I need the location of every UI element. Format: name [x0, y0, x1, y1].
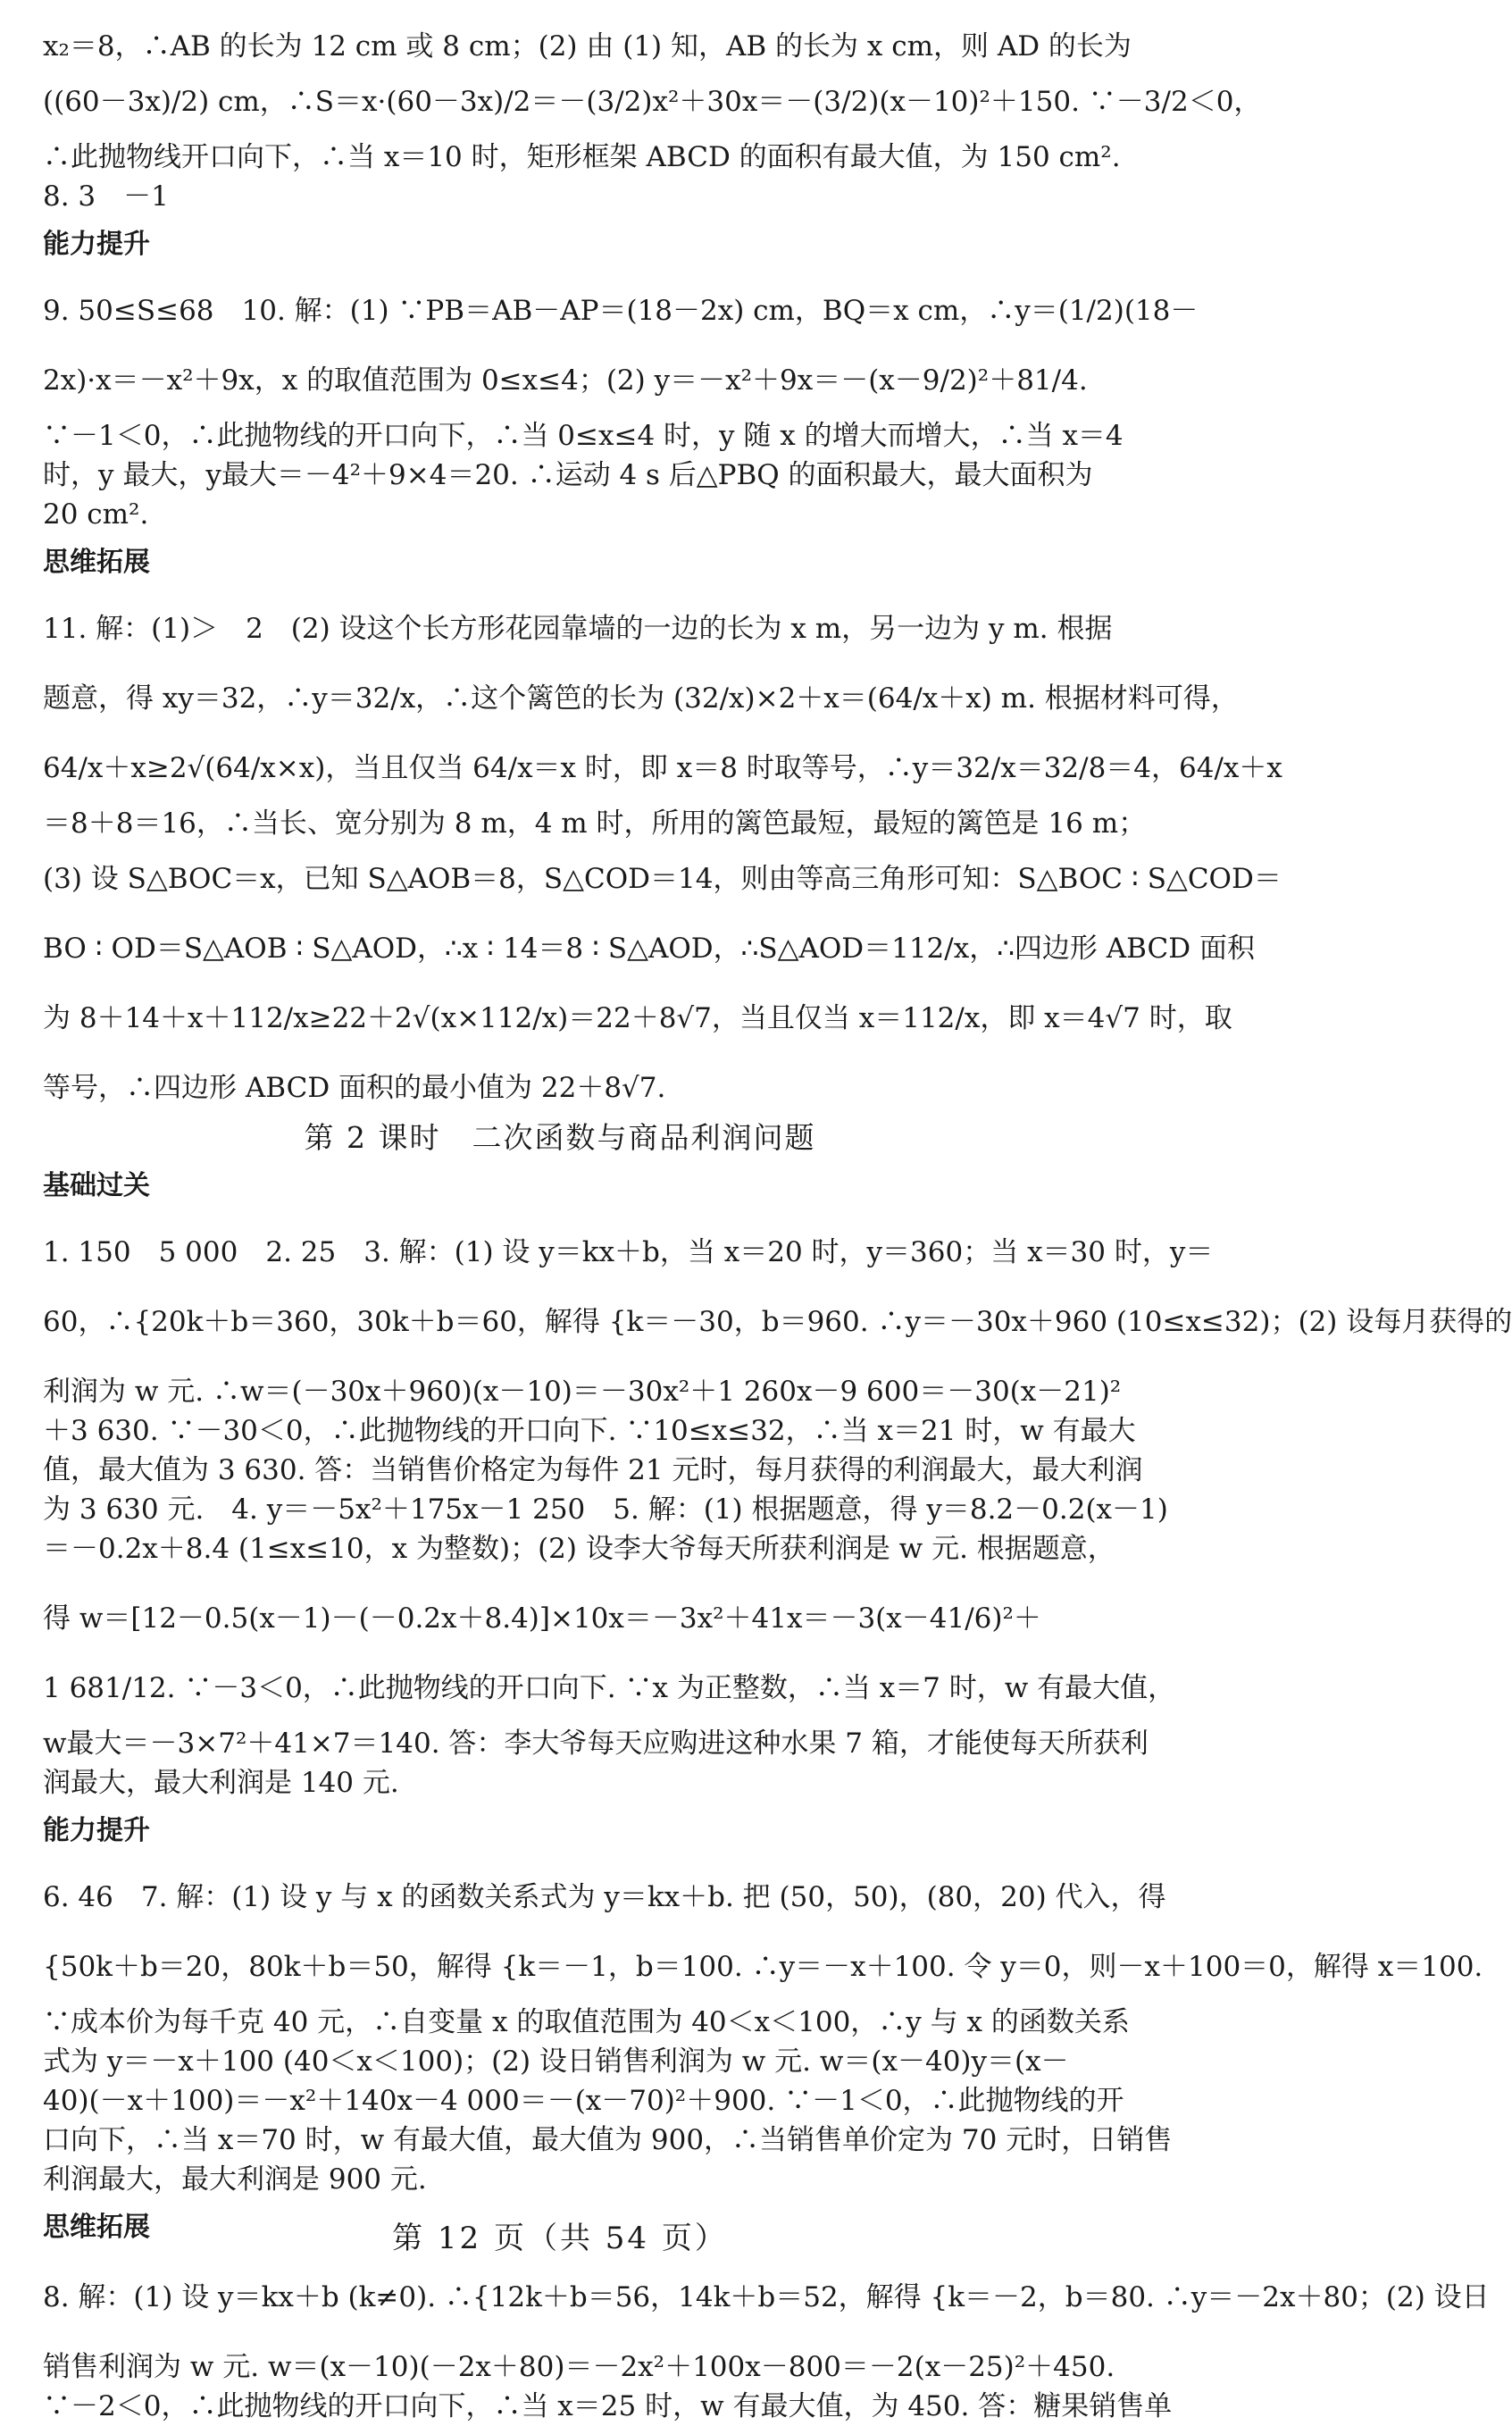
section-heading: 能力提升: [43, 229, 150, 260]
text-line: 9. 50≤S≤68 10. 解：(1) ∵PB＝AB－AP＝(18－2x) cm，BQ＝x cm，∴y＝(1/2)(18－: [43, 295, 1199, 327]
text-line: 40)(－x＋100)＝－x²＋140x－4 000＝－(x－70)²＋900. ∵－1＜0，∴此抛物线的开: [43, 2085, 1124, 2117]
section-heading: 能力提升: [43, 1815, 150, 1846]
answer-page: [43, 27, 1512, 2426]
text-line: ∴此抛物线开口向下，∴当 x＝10 时，矩形框架 ABCD 的面积有最大值，为 150 cm².: [43, 141, 1121, 173]
text-line: 为 8＋14＋x＋112/x≥22＋2√(x×112/x)＝22＋8√7，当且仅当 x＝112/x，即 x＝4√7 时，取: [43, 1002, 1232, 1034]
text-line: 60，∴{20k＋b＝360，30k＋b＝60，解得 {k＝－30，b＝960. ∴y＝－30x＋960 (10≤x≤32)；(2) 设每月获得的: [43, 1306, 1512, 1338]
text-line: 时，y 最大，y最大＝－4²＋9×4＝20. ∴运动 4 s 后△PBQ 的面积最大，最大面积为: [43, 459, 1093, 491]
text-line: 1. 150 5 000 2. 25 3. 解：(1) 设 y＝kx＋b，当 x＝20 时，y＝360；当 x＝30 时，y＝: [43, 1236, 1214, 1268]
text-line: 式为 y＝－x＋100 (40＜x＜100)；(2) 设日销售利润为 w 元. w＝(x－40)y＝(x－: [43, 2045, 1069, 2078]
text-line: BO ∶ OD＝S△AOB ∶ S△AOD，∴x ∶ 14＝8 ∶ S△AOD，∴S△AOD＝112/x，∴四边形 ABCD 面积: [43, 933, 1255, 965]
text-line: 20 cm².: [43, 498, 149, 531]
text-line: 1 681/12. ∵－3＜0，∴此抛物线的开口向下. ∵x 为正整数，∴当 x＝7 时，w 有最大值，: [43, 1672, 1176, 1704]
section-heading: 思维拓展: [43, 547, 150, 578]
text-line: 2x)·x＝－x²＋9x，x 的取值范围为 0≤x≤4；(2) y＝－x²＋9x＝－(x－9/2)²＋81/4.: [43, 364, 1088, 397]
text-line: 为 3 630 元. 4. y＝－5x²＋175x－1 250 5. 解：(1) 根据题意，得 y＝8.2－0.2(x－1): [43, 1493, 1168, 1526]
text-line: ∵成本价为每千克 40 元，∴自变量 x 的取值范围为 40＜x＜100，∴y 与 x 的函数关系: [43, 2006, 1130, 2038]
text-line: (3) 设 S△BOC＝x，已知 S△AOB＝8，S△COD＝14，则由等高三角形可知：S△BOC ∶ S△COD＝: [43, 863, 1282, 895]
section-heading: 思维拓展: [43, 2212, 150, 2243]
text-line: 8. 解：(1) 设 y＝kx＋b (k≠0). ∴{12k＋b＝56，14k＋b＝52，解得 {k＝－2，b＝80. ∴y＝－2x＋80；(2) 设日: [43, 2281, 1490, 2313]
text-line: 利润为 w 元. ∴w＝(－30x＋960)(x－10)＝－30x²＋1 260x－9 600＝－30(x－21)²: [43, 1376, 1122, 1408]
text-line: {50k＋b＝20，80k＋b＝50，解得 {k＝－1，b＝100. ∴y＝－x＋100. 令 y＝0，则－x＋100＝0，解得 x＝100.: [43, 1951, 1483, 1983]
answer-text: [43, 27, 1512, 2426]
lesson-title: 第 2 课时 二次函数与商品利润问题: [304, 1120, 816, 1155]
text-line: 口向下，∴当 x＝70 时，w 有最大值，最大值为 900，∴当销售单价定为 70 元时，日销售: [43, 2124, 1173, 2156]
text-line: ∵－1＜0，∴此抛物线的开口向下，∴当 0≤x≤4 时，y 随 x 的增大而增大，∴当 x＝4: [43, 420, 1124, 452]
text-line: 值，最大值为 3 630. 答：当销售价格定为每件 21 元时，每月获得的利润最大，最大利润: [43, 1454, 1143, 1486]
text-line: 得 w＝[12－0.5(x－1)－(－0.2x＋8.4)]×10x＝－3x²＋41x＝－3(x－41/6)²＋: [43, 1602, 1041, 1635]
text-line: x₂＝8，∴AB 的长为 12 cm 或 8 cm；(2) 由 (1) 知，AB 的长为 x cm，则 AD 的长为: [43, 30, 1132, 63]
text-line: ＋3 630. ∵－30＜0，∴此抛物线的开口向下. ∵10≤x≤32，∴当 x＝21 时，w 有最大: [43, 1415, 1136, 1447]
text-line: 11. 解：(1)＞ 2 (2) 设这个长方形花园靠墙的一边的长为 x m，另一边为 y m. 根据: [43, 613, 1113, 645]
text-line: 6. 46 7. 解：(1) 设 y 与 x 的函数关系式为 y＝kx＋b. 把 (50，50)，(80，20) 代入，得: [43, 1881, 1166, 1913]
text-line: ∵－2＜0，∴此抛物线的开口向下，∴当 x＝25 时，w 有最大值，为 450. 答：糖果销售单: [43, 2390, 1173, 2422]
text-line: w最大＝－3×7²＋41×7＝140. 答：李大爷每天应购进这种水果 7 箱，才能使每天所获利: [43, 1727, 1149, 1760]
text-line: ＝8＋8＝16，∴当长、宽分别为 8 m，4 m 时，所用的篱笆最短，最短的篱笆是 16 m；: [43, 807, 1147, 840]
text-line: ((60－3x)/2) cm，∴S＝x·(60－3x)/2＝－(3/2)x²＋30x＝－(3/2)(x－10)²＋150. ∵－3/2＜0，: [43, 86, 1262, 118]
text-line: 销售利润为 w 元. w＝(x－10)(－2x＋80)＝－2x²＋100x－800＝－2(x－25)²＋450.: [43, 2351, 1115, 2383]
section-heading: 基础过关: [43, 1170, 150, 1201]
text-line: 题意，得 xy＝32，∴y＝32/x，∴这个篱笆的长为 (32/x)×2＋x＝(64/x＋x) m. 根据材料可得，: [43, 682, 1239, 715]
text-line: 等号，∴四边形 ABCD 面积的最小值为 22＋8√7.: [43, 1072, 666, 1104]
text-line: 8. 3 －1: [43, 180, 169, 213]
page-number-footer: 第 12 页（共 54 页）: [392, 2221, 728, 2256]
text-line: 利润最大，最大利润是 900 元.: [43, 2163, 427, 2196]
text-line: 润最大，最大利润是 140 元.: [43, 1767, 399, 1799]
text-line: ＝－0.2x＋8.4 (1≤x≤10，x 为整数)；(2) 设李大爷每天所获利润是 w 元. 根据题意，: [43, 1533, 1115, 1565]
text-line: 64/x＋x≥2√(64/x×x)，当且仅当 64/x＝x 时，即 x＝8 时取等号，∴y＝32/x＝32/8＝4，64/x＋x: [43, 752, 1282, 784]
